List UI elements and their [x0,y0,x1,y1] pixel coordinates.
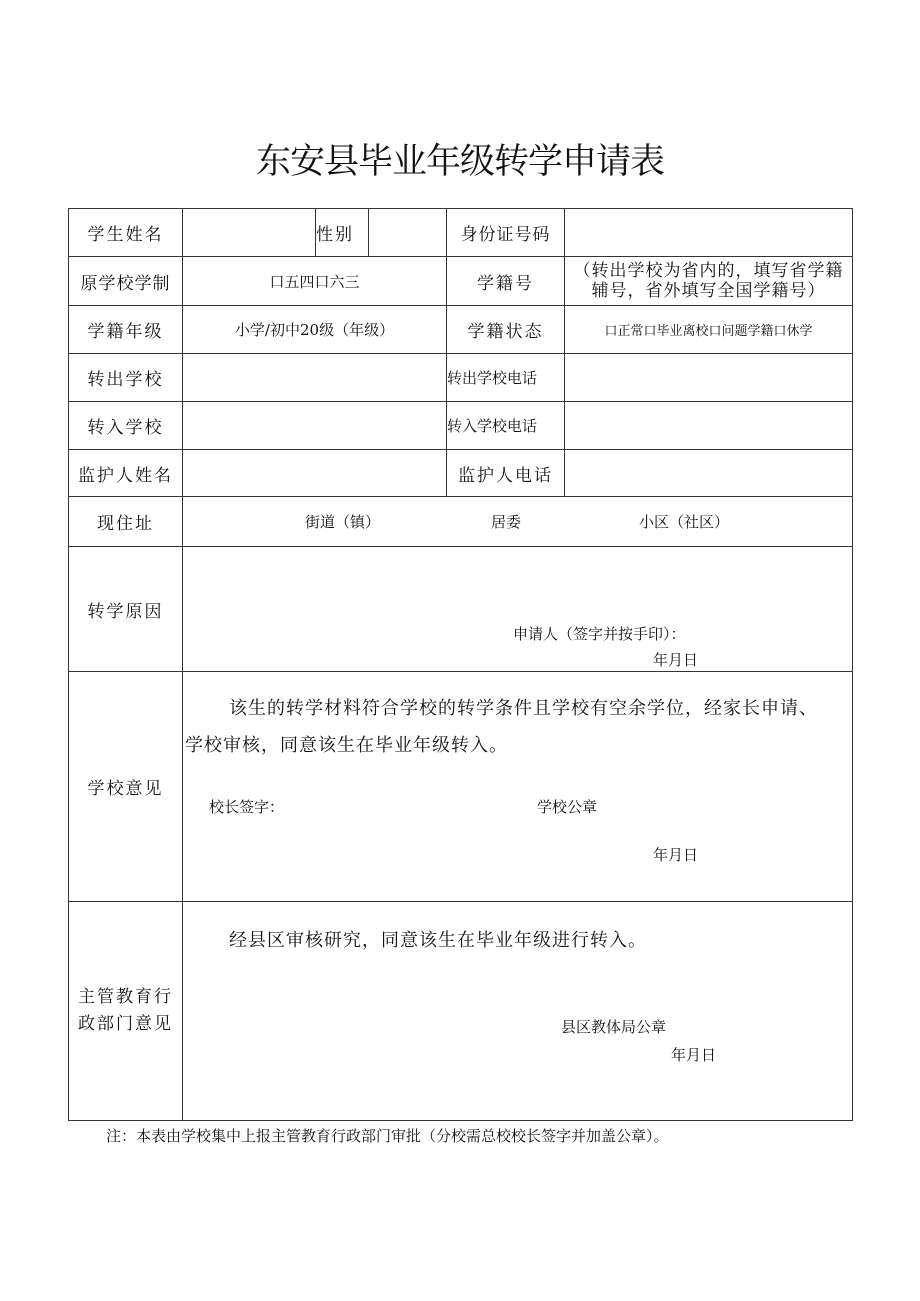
school-opinion-text-2: 学校审核，同意该生在毕业年级转入。 [185,735,508,756]
label-transfer-in-school: 转入学校 [69,402,183,450]
school-opinion-section [183,672,853,902]
dept-date: 年月日 [671,1046,717,1064]
footnote: 注：本表由学校集中上报主管教育行政部门审批（分校需总校校长签字并加盖公章）。 [106,1127,669,1145]
dept-opinion-text: 经县区审核研究，同意该生在毕业年级进行转入。 [229,930,647,951]
label-student-name: 学生姓名 [69,209,183,257]
applicant-signature: 申请人（签字并按手印）： [513,625,686,643]
field-address[interactable] [183,497,853,547]
label-id-number: 身份证号码 [447,209,565,257]
field-gender[interactable] [369,209,447,257]
field-student-name[interactable] [183,209,316,257]
field-guardian-name[interactable] [183,450,447,497]
application-form-table [68,208,853,1121]
label-status: 学籍状态 [447,306,565,354]
field-transfer-out-school[interactable] [183,354,447,402]
label-dept-opinion [69,902,183,1121]
address-committee: 居委 [491,513,522,531]
label-transfer-in-phone: 转入学校电话 [447,402,565,450]
form-title: 东安县毕业年级转学申请表 [255,142,664,182]
field-reason[interactable] [183,547,853,672]
label-student-number: 学籍号 [447,257,565,306]
field-guardian-phone[interactable] [565,450,853,497]
field-transfer-in-school[interactable] [183,402,447,450]
status-options[interactable]: 口正常口毕业离校口问题学籍口休学 [565,306,853,354]
field-transfer-in-phone[interactable] [565,402,853,450]
field-id-number[interactable] [565,209,853,257]
label-transfer-out-phone: 转出学校电话 [447,354,565,402]
label-transfer-out-school: 转出学校 [69,354,183,402]
school-seal: 学校公章 [537,798,598,816]
label-reason: 转学原因 [69,547,183,672]
grade-value[interactable]: 小学/初中20级（年级） [183,306,447,354]
address-street: 街道（镇） [305,513,381,531]
dept-seal: 县区教体局公章 [561,1018,667,1036]
reason-date: 年月日 [653,651,699,669]
student-number-hint[interactable]: （转出学校为省内的，填写省学籍辅号，省外填写全国学籍号） [565,257,853,306]
label-address: 现住址 [69,497,183,547]
principal-signature[interactable]: 校长签字： [209,798,285,816]
school-system-options[interactable]: 口五四口六三 [183,257,447,306]
label-grade: 学籍年级 [69,306,183,354]
label-school-opinion: 学校意见 [69,672,183,902]
field-transfer-out-phone[interactable] [565,354,853,402]
school-date: 年月日 [653,846,699,864]
label-dept-opinion-line-2: 政部门意见 [78,1014,173,1034]
label-gender: 性别 [316,209,369,257]
label-guardian-name: 监护人姓名 [69,450,183,497]
label-dept-opinion-line-1: 主管教育行 [78,987,173,1007]
address-community: 小区（社区） [639,513,730,531]
label-guardian-phone: 监护人电话 [447,450,565,497]
label-original-school-system: 原学校学制 [69,257,183,306]
school-opinion-text-1: 该生的转学材料符合学校的转学条件且学校有空余学位，经家长申请、 [229,698,818,719]
dept-opinion-section [183,902,853,1121]
